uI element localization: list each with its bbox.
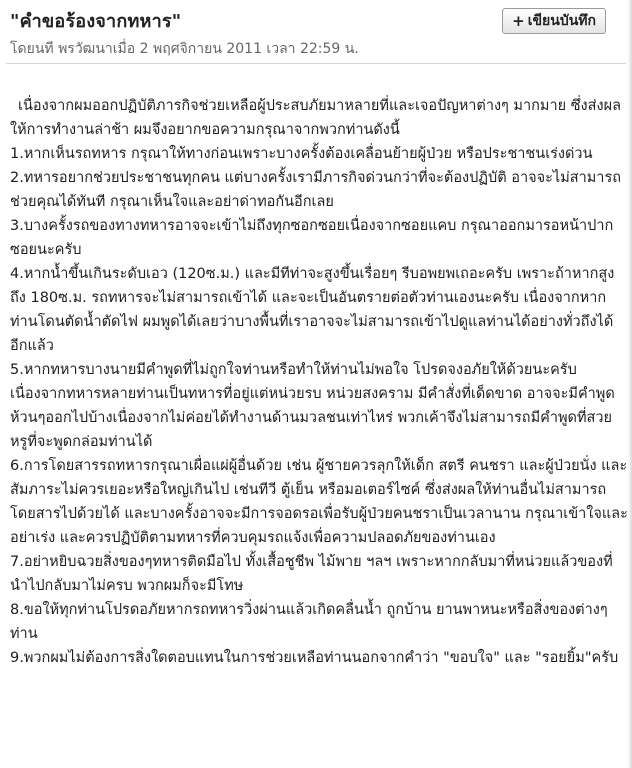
note-title: "คำขอร้องจากทหาร" bbox=[10, 11, 182, 32]
list-item: 2.ทหารอยากช่วยประชาชนทุกคน แต่บางครั้งเรามีภารกิจด่วนกว่าที่จะต้องปฏิบัติ อาจจะไม่สามารถช่วยคุณได้ทันที กรุณาเห็นใจและอย่าด่าทอกันอีกเลย bbox=[10, 170, 622, 210]
window-edge bbox=[628, 0, 632, 768]
list-item: 9.พวกผมไม่ต้องการสิ่งใดตอบแทนในการช่วยเหลือท่านนอกจากคำว่า "ขอบใจ" และ "รอยยิ้ม"ครับ bbox=[10, 650, 619, 666]
write-note-button[interactable] bbox=[502, 8, 606, 34]
list-item: 8.ขอให้ทุกท่านโปรดอภัยหากรถทหารวิ่งผ่านแล้วเกิดคลื่นน้ำ ถูกบ้าน ยานพาหนะหรือสิ่งของต่างๆ ท่าน bbox=[10, 602, 608, 642]
list-item: 7.อย่าหยิบฉวยสิ่งของๆทหารติดมือไป ทั้งเสื้อชูชีพ ไม้พาย ฯลฯ เพราะหากกลับมาที่หน่วยแล้วของที่นำไปกลับมาไม่ครบ พวกผมก็จะมีโทษ bbox=[10, 554, 613, 594]
note-body bbox=[10, 94, 628, 670]
list-item: 6.การโดยสารรถทหารกรุณาเผื่อแผ่ผู้อื่นด้วย เช่น ผู้ชายควรลุกให้เด็ก สตรี คนชรา และผู้ป่วยนั่ง และสัมภาระไม่ควรเยอะหรือใหญ่เกินไป เช่นทีวี ตู้เย็น หรือมอเตอร์ไซค์ ซึ่งส่งผลให้ท่านอื่นไม่สามารถโดยสารไปด้วยได้ และบางครั้งอาจจะมีการจอดรอเพื่อรับผู้ป่วยคนชราเป็นเวลานาน กรุณาเข้าใจและอย่าเร่ง และควรปฏิบัติตามทหารที่ควบคุมรถแจ้งเพื่อความปลอดภัยของท่านเอง bbox=[10, 458, 628, 546]
list-item: 4.หากน้ำขึ้นเกินระดับเอว (120ซ.ม.) และมีทีท่าจะสูงขึ้นเรื่อยๆ รีบอพยพเถอะครับ เพราะถ้าหากสูงถึง 180ซ.ม. รถทหารจะไม่สามารถเข้าได้ และจะเป็นอันตรายต่อตัวท่านเองนะครับ เนื่องจากหากท่านโดนตัดน้ำตัดไฟ ผมพูดได้เลยว่าบางพื้นที่เราอาจจะไม่สามารถเข้าไปดูแลท่านได้อย่างทั่วถึงได้อีกแล้ว bbox=[10, 266, 615, 354]
by-label: โดย bbox=[10, 41, 35, 57]
intro-paragraph: เนื่องจากผมออกปฏิบัติภารกิจช่วยเหลือผู้ประสบภัยมาหลายที่และเจอปัญหาต่างๆ มากมาย ซึ่งส่งผลให้การทำงานล่าช้า ผมจึงอยากขอความกรุณาจากพวกท่านดังนี้ bbox=[10, 98, 621, 138]
post-date: เมื่อ 2 พฤศจิกายน 2011 เวลา 22:59 น. bbox=[112, 41, 359, 57]
list-item: 5.หากทหารบางนายมีคำพูดที่ไม่ถูกใจท่านหรือทำให้ท่านไม่พอใจ โปรดจงอภัยให้ด้วยนะครับ เนื่องจากทหารหลายท่านเป็นทหารที่อยู่แต่หน่วยรบ หน่วยสงคราม มีคำสั่งที่เด็ดขาด อาจจะมีคำพูดห้วนๆออกไปบ้างเนื่องจากไม่ค่อยได้ทำงานด้านมวลชนเท่าไหร่ พวกเค้าจึงไม่สามารถมีคำพูดที่สวยหรูที่จะพูดกล่อมท่านได้ bbox=[10, 362, 615, 450]
list-item: 3.บางครั้งรถของทางทหารอาจจะเข้าไม่ถึงทุกซอกซอยเนื่องจากซอยแคบ กรุณาออกมารอหน้าปากซอยนะครับ bbox=[10, 218, 614, 258]
plus-icon: + bbox=[512, 12, 525, 30]
author-link[interactable]: นที พรวัฒนา bbox=[34, 41, 113, 57]
note-meta bbox=[10, 38, 359, 60]
header-divider bbox=[6, 63, 626, 64]
list-item: 1.หากเห็นรถทหาร กรุณาให้ทางก่อนเพราะบางครั้งต้องเคลื่อนย้ายผู้ป่วย หรือประชาชนเร่งด่วน bbox=[10, 146, 593, 162]
write-note-label: เขียนบันทึก bbox=[527, 13, 596, 29]
